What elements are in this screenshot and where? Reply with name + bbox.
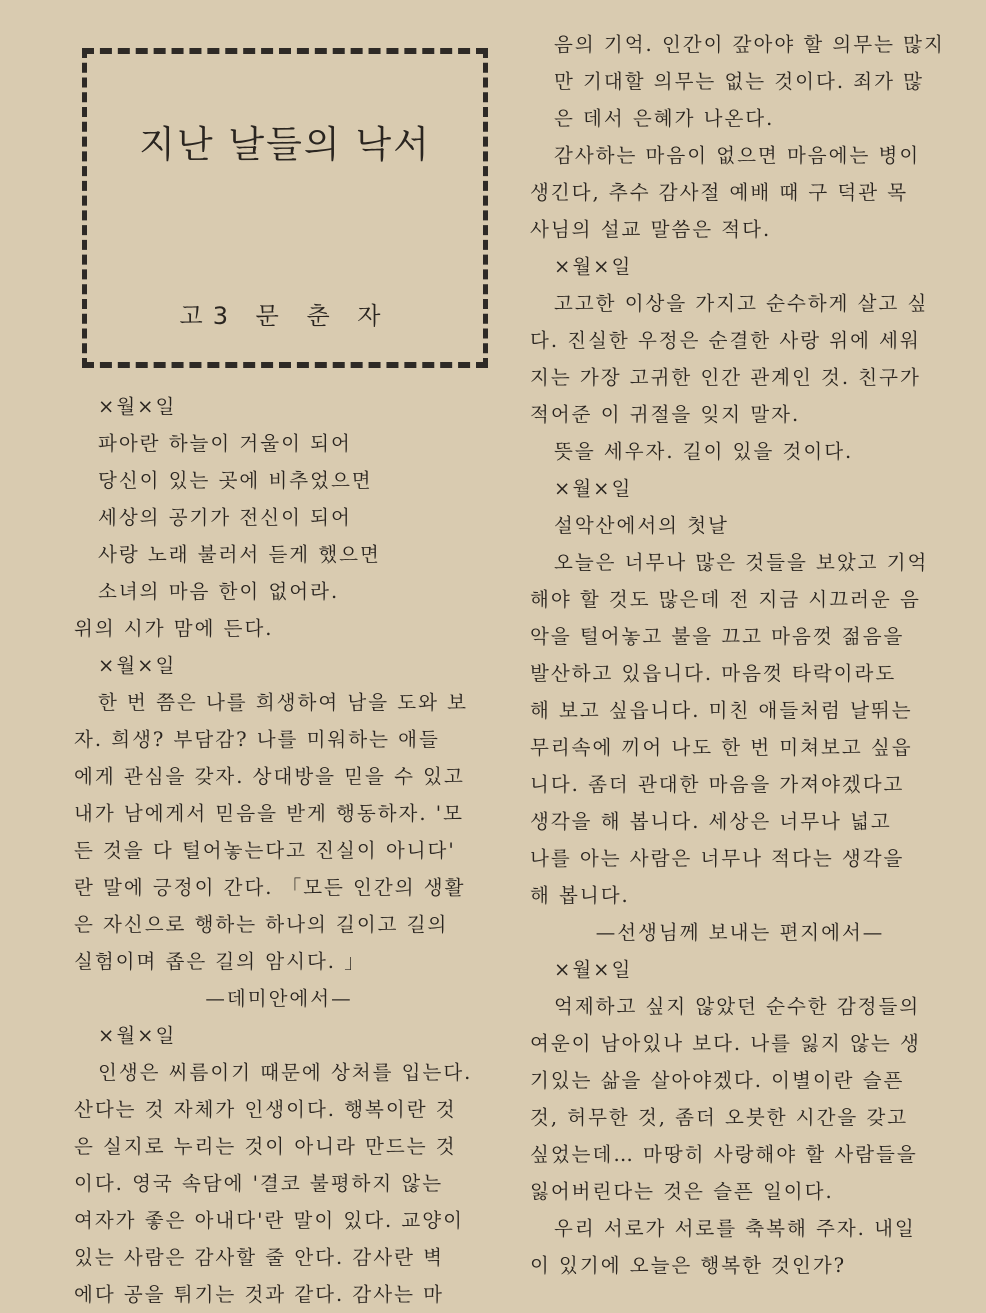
text-line: 에다 공을 튀기는 것과 같다. 감사는 마 [74,1283,444,1306]
text-line: 실험이며 좁은 길의 암시다. 」 [74,950,366,973]
text-line: 지는 가장 고귀한 인간 관계인 것. 친구가 [530,366,921,389]
text-line: 파아란 하늘이 거울이 되어 [98,432,352,455]
text-line: 이 있기에 오늘은 행복한 것인가? [530,1254,847,1277]
text-line: 소녀의 마음 한이 없어라. [98,580,340,603]
title-box [82,48,488,368]
text-line: 생각을 해 봅니다. 세상은 너무나 넓고 [530,810,892,833]
text-line: 우리 서로가 서로를 축복해 주자. 내일 [554,1217,916,1240]
text-line: 은 자신으로 행하는 하나의 길이고 길의 [74,913,449,936]
text-line: 여운이 남아있나 보다. 나를 잃지 않는 생 [530,1032,921,1055]
text-line: 사님의 설교 말씀은 적다. [530,218,772,241]
text-line: ×월×일 [554,255,633,278]
text-line: 여자가 좋은 아내다'란 말이 있다. 교양이 [74,1209,464,1232]
text-line: 악을 털어놓고 불을 끄고 마음껏 젊음을 [530,625,905,648]
text-line: ×월×일 [554,477,633,500]
text-line: 오늘은 너무나 많은 것들을 보았고 기억 [554,551,929,574]
text-line: 나를 아는 사람은 너무나 적다는 생각을 [530,847,905,870]
text-line: 해야 할 것도 많은데 전 지금 시끄러운 음 [530,588,921,611]
text-line: 자. 희생? 부담감? 나를 미워하는 애들 [74,728,440,751]
text-line: 억제하고 싶지 않았던 순수한 감정들의 [554,995,921,1018]
text-line: 당신이 있는 곳에 비추었으면 [98,469,373,492]
text-line: 산다는 것 자체가 인생이다. 행복이란 것 [74,1098,457,1121]
text-line: 발산하고 있읍니다. 마음껏 타락이라도 [530,662,897,685]
text-line: ×월×일 [98,654,177,677]
text-line: 이다. 영국 속담에 '결코 불평하지 않는 [74,1172,444,1195]
left-text-column [74,388,484,1313]
text-line: 것, 허무한 것, 좀더 오붓한 시간을 갖고 [530,1106,909,1129]
text-line: 든 것을 다 털어놓는다고 진실이 아니다' [74,839,456,862]
text-line: 뜻을 세우자. 길이 있을 것이다. [554,440,854,463]
text-line: ×월×일 [98,1024,177,1047]
right-text-column [530,26,950,1284]
text-line: 내가 남에게서 믿음을 받게 행동하자. '모 [74,802,464,825]
text-line: 세상의 공기가 전신이 되어 [98,506,352,529]
text-line: 위의 시가 맘에 든다. [74,617,274,640]
text-line: 고고한 이상을 가지고 순수하게 살고 싶 [554,292,929,315]
text-line: 니다. 좀더 관대한 마음을 가져야겠다고 [530,773,905,796]
text-line: 다. 진실한 우정은 순결한 사랑 위에 세워 [530,329,921,352]
text-line: 은 실지로 누리는 것이 아니라 만드는 것 [74,1135,457,1158]
text-line: 기있는 삶을 살아야겠다. 이별이란 슬픈 [530,1069,905,1092]
text-line: —데미안에서— [205,987,353,1010]
text-line: 생긴다, 추수 감사절 예배 때 구 덕관 목 [530,181,909,204]
article-title: 지난 날들의 낙서 [139,123,431,166]
text-line: 해 봅니다. [530,884,630,907]
text-line: —선생님께 보내는 편지에서— [595,921,885,944]
text-line: 해 보고 싶읍니다. 미친 애들처럼 날뛰는 [530,699,913,722]
text-line: 무리속에 끼어 나도 한 번 미쳐보고 싶읍 [530,736,913,759]
author-byline: 고3 문 춘 자 [179,302,391,330]
text-line: 잃어버린다는 것은 슬픈 일이다. [530,1180,834,1203]
text-line: 적어준 이 귀절을 잊지 말자. [530,403,801,426]
text-line: 감사하는 마음이 없으면 마음에는 병이 [554,144,921,167]
text-line: 에게 관심을 갖자. 상대방을 믿을 수 있고 [74,765,465,788]
text-line: 설악산에서의 첫날 [554,514,729,537]
text-line: 인생은 씨름이기 때문에 상처를 입는다. [98,1061,473,1084]
text-line: 음의 기억. 인간이 갚아야 할 의무는 많지 [554,33,945,56]
text-line: 만 기대할 의무는 없는 것이다. 죄가 많 [554,70,924,93]
text-line: 있는 사람은 감사할 줄 안다. 감사란 벽 [74,1246,444,1269]
text-line: 은 데서 은혜가 나온다. [554,107,775,130]
text-line: 한 번 쯤은 나를 희생하여 남을 도와 보 [98,691,468,714]
text-line: 란 말에 긍정이 간다. 「모든 인간의 생활 [74,876,466,899]
text-line: ×월×일 [98,395,177,418]
text-line: ×월×일 [554,958,633,981]
text-line: 싶었는데… 마땅히 사랑해야 할 사람들을 [530,1143,918,1166]
text-line: 사랑 노래 불러서 듣게 했으면 [98,543,381,566]
